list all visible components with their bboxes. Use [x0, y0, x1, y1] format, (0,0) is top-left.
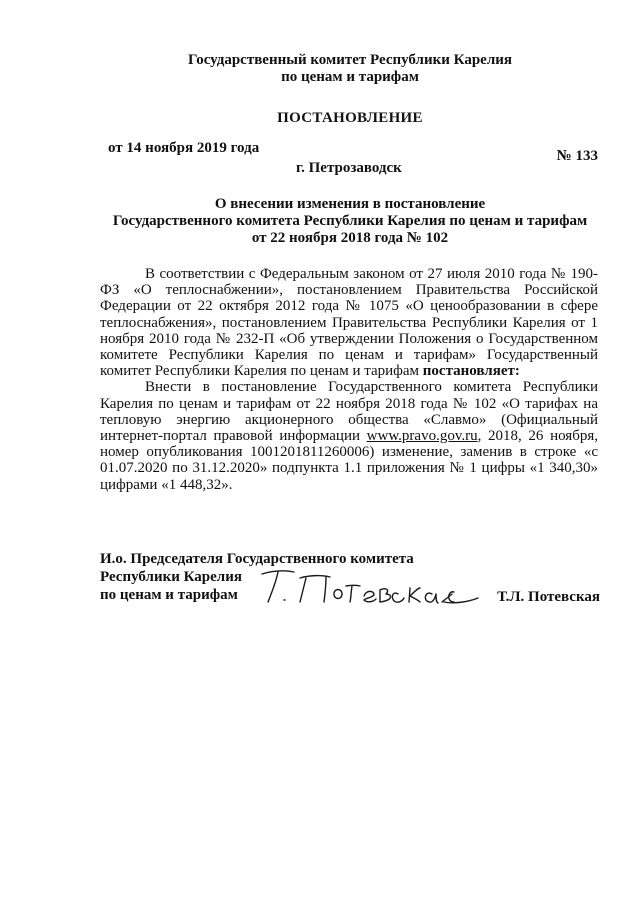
signatory-name: Т.Л. Потевская [497, 589, 600, 605]
subject-line-3: от 22 ноября 2018 года № 102 [251, 230, 449, 246]
pravo-link[interactable]: www.pravo.gov.ru [366, 428, 478, 445]
decree-subject [95, 196, 605, 247]
issuing-authority [100, 52, 600, 86]
signatory-line-2: Республики Карелия [100, 569, 242, 585]
authority-line-1: Государственный комитет Республики Карелия [188, 52, 512, 68]
body-paragraph-2 [100, 379, 598, 492]
decree-date: от 14 ноября 2019 года [108, 140, 260, 156]
signatory-line-3: по ценам и тарифам [100, 587, 238, 603]
resolves-keyword: постановляет: [422, 363, 520, 380]
preamble-text: В соответствии с Федеральным законом от 27 июля 2010 года № 190-ФЗ «О теплоснабжении», постановлением Правительства Российской Федерации от 22 октября 2012 года № 1075 «О ценообразовании в сфере теплоснабжения», постановлением Правительства Республики Карелия от 1 ноября 2010 года № 232-П «Об утверждении Положения о Государственном комитете Республики Карелия по ценам и тарифам» Государственный комитет Республики Карелия по ценам и тарифам [100, 266, 598, 380]
decree-number: № 133 [556, 148, 598, 164]
signatory-line-1: И.о. Председателя Государственного комитета [100, 551, 414, 567]
authority-line-2: по ценам и тарифам [281, 69, 419, 85]
handwritten-signature [248, 564, 488, 614]
decree-body [100, 266, 598, 493]
body-paragraph-1 [100, 266, 598, 379]
subject-line-2: Государственного комитета Республики Карелия по ценам и тарифам [112, 213, 588, 229]
amendment-text-part-1: Внести в постановление Государственного комитета Республики Карелия по ценам и тарифам от 22 ноября 2018 года № 102 «О тарифах на тепловую энергию акционерного общества «Славмо» (Официальный интернет-портал правовой информации [100, 379, 598, 445]
amendment-text-part-2: , 2018, 26 ноября, номер опубликования 1001201811260006) изменение, заменив в строке «с 01.07.2020 по 31.12.2020» подпункта 1.1 приложения № 1 цифры «1 340,30» цифрами «1 448,32». [100, 428, 598, 493]
document-type: ПОСТАНОВЛЕНИЕ [277, 110, 423, 126]
subject-line-1: О внесении изменения в постановление [214, 196, 486, 212]
decree-city: г. Петрозаводск [296, 160, 402, 176]
